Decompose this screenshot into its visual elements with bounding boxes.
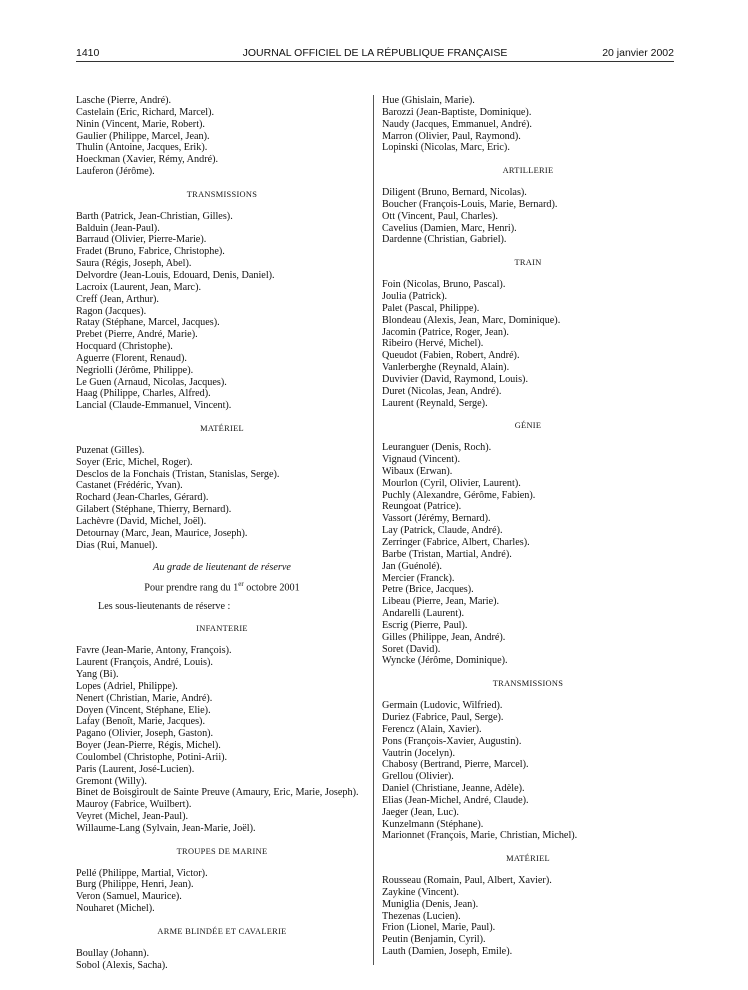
list-item: Laurent (Reynald, Serge).: [382, 397, 488, 409]
list-item: Dias (Rui, Manuel).: [76, 539, 158, 551]
section-title-arme-blindee: ARME BLINDÉE ET CAVALERIE: [157, 927, 287, 937]
column-divider: [373, 95, 374, 965]
list-item: Puchly (Alexandre, Gérôme, Fabien).: [382, 489, 536, 501]
name-list: [76, 645, 368, 835]
list-item: Gremont (Willy).: [76, 775, 147, 787]
list-item: Grellou (Olivier).: [382, 771, 454, 783]
list-item: Duret (Nicolas, Jean, André).: [382, 385, 502, 397]
list-item: Vautrin (Jocelyn).: [382, 747, 455, 759]
name-list: [76, 445, 368, 552]
list-item: Reungoat (Patrice).: [382, 501, 462, 513]
list-item: Muniglia (Denis, Jean).: [382, 898, 479, 910]
list-item: Nouharet (Michel).: [76, 903, 155, 915]
list-item: Boullay (Johann).: [76, 947, 149, 959]
list-item: Blondeau (Alexis, Jean, Marc, Dominique).: [382, 314, 561, 326]
section-title-materiel: MATÉRIEL: [200, 424, 244, 434]
intro-line: Les sous-lieutenants de réserve :: [98, 600, 231, 612]
name-list: [76, 95, 368, 178]
list-item: Mercier (Franck).: [382, 572, 455, 584]
list-item: Petre (Brice, Jacques).: [382, 584, 474, 596]
list-item: Peutin (Benjamin, Cyril).: [382, 934, 486, 946]
list-item: Lay (Patrick, Claude, André).: [382, 525, 503, 537]
list-item: Gilabert (Stéphane, Thierry, Bernard).: [76, 504, 232, 516]
page-header: [76, 43, 674, 63]
list-item: Kunzelmann (Stéphane).: [382, 818, 484, 830]
list-item: Vanlerberghe (Reynald, Alain).: [382, 362, 510, 374]
list-item: Barozzi (Jean-Baptiste, Dominique).: [382, 106, 532, 118]
rank-date-line: [76, 579, 368, 594]
list-item: Soret (David).: [382, 643, 441, 655]
list-item: Gilles (Philippe, Jean, André).: [382, 631, 506, 643]
list-item: Castanet (Frédéric, Yvan).: [76, 480, 183, 492]
list-item: Barbe (Tristan, Martial, André).: [382, 548, 512, 560]
list-item: Binet de Boisgiroult de Sainte Preuve (Amaury, Eric, Marie, Joseph).: [76, 787, 359, 799]
section-title-artillerie: ARTILLERIE: [502, 166, 554, 176]
name-list: [382, 442, 674, 667]
list-item: Lasche (Pierre, André).: [76, 95, 172, 106]
list-item: Saura (Régis, Joseph, Abel).: [76, 258, 192, 270]
list-item: Diligent (Bruno, Bernard, Nicolas).: [382, 187, 527, 199]
list-item: Lauth (Damien, Joseph, Emile).: [382, 946, 513, 958]
list-item: Lacroix (Laurent, Jean, Marc).: [76, 281, 202, 293]
section-title-genie: GÉNIE: [514, 421, 542, 431]
list-item: Nenert (Christian, Marie, André).: [76, 692, 213, 704]
list-item: Ribeiro (Hervé, Michel).: [382, 338, 484, 350]
list-item: Soyer (Eric, Michel, Roger).: [76, 456, 193, 468]
list-item: Libeau (Pierre, Jean, Marie).: [382, 596, 500, 608]
list-item: Cavelius (Damien, Marc, Henri).: [382, 222, 517, 234]
list-item: Negriolli (Jérôme, Philippe).: [76, 364, 194, 376]
list-item: Barraud (Olivier, Pierre-Marie).: [76, 234, 207, 246]
section-title-materiel: MATÉRIEL: [506, 854, 550, 864]
list-item: Mourlon (Cyril, Olivier, Laurent).: [382, 477, 521, 489]
list-item: Haag (Philippe, Charles, Alfred).: [76, 388, 211, 400]
list-item: Delvordre (Jean-Louis, Edouard, Denis, Daniel).: [76, 269, 275, 281]
name-list: [382, 279, 674, 409]
list-item: Marron (Olivier, Paul, Raymond).: [382, 130, 521, 142]
list-item: Veyret (Michel, Jean-Paul).: [76, 811, 189, 823]
list-item: Rousseau (Romain, Paul, Albert, Xavier).: [382, 875, 552, 887]
list-item: Lancial (Claude-Emmanuel, Vincent).: [76, 400, 232, 412]
list-item: Fradet (Bruno, Fabrice, Christophe).: [76, 246, 225, 258]
list-item: Wibaux (Erwan).: [382, 465, 453, 477]
list-item: Marionnet (François, Marie, Christian, Michel).: [382, 830, 578, 842]
list-item: Thulin (Antoine, Jacques, Erik).: [76, 142, 208, 154]
list-item: Dardenne (Christian, Gabriel).: [382, 234, 507, 246]
list-item: Pagano (Olivier, Joseph, Gaston).: [76, 728, 214, 740]
list-item: Leuranguer (Denis, Roch).: [382, 442, 492, 454]
name-list: [76, 211, 368, 412]
list-item: Foin (Nicolas, Bruno, Pascal).: [382, 279, 506, 291]
list-item: Hue (Ghislain, Marie).: [382, 95, 475, 106]
section-title-infanterie: INFANTERIE: [196, 624, 248, 634]
list-item: Gaulier (Philippe, Marcel, Jean).: [76, 130, 210, 142]
list-item: Paris (Laurent, José-Lucien).: [76, 763, 195, 775]
list-item: Lachèvre (David, Michel, Joël).: [76, 516, 207, 527]
list-item: Jacomin (Patrice, Roger, Jean).: [382, 326, 509, 338]
list-item: Queudot (Fabien, Robert, André).: [382, 350, 520, 362]
list-item: Rochard (Jean-Charles, Gérard).: [76, 492, 209, 504]
list-item: Lauferon (Jérôme).: [76, 166, 155, 178]
list-item: Yang (Bi).: [76, 668, 119, 680]
section-title-transmissions: TRANSMISSIONS: [186, 189, 258, 199]
list-item: Jaeger (Jean, Luc).: [382, 806, 459, 818]
list-item: Palet (Pascal, Philippe).: [382, 302, 480, 314]
list-item: Balduin (Jean-Paul).: [76, 222, 160, 234]
list-item: Doyen (Vincent, Stéphane, Elie).: [76, 704, 211, 716]
list-item: Zerringer (Fabrice, Albert, Charles).: [382, 537, 530, 548]
list-item: Coulombel (Christophe, Potini-Arii).: [76, 751, 228, 763]
list-item: Willaume-Lang (Sylvain, Jean-Marie, Joël).: [76, 822, 256, 834]
right-column: [382, 95, 674, 958]
issue-date: 20 janvier 2002: [602, 47, 674, 59]
list-item: Ott (Vincent, Paul, Charles).: [382, 210, 498, 222]
list-item: Ferencz (Alain, Xavier).: [382, 723, 482, 735]
list-item: Prebet (Pierre, André, Marie).: [76, 329, 198, 341]
rank-prefix: Pour prendre rang du 1: [144, 582, 239, 594]
list-item: Jan (Guénolé).: [382, 560, 442, 572]
list-item: Boucher (François-Louis, Marie, Bernard).: [382, 198, 558, 210]
list-item: Duvivier (David, Raymond, Louis).: [382, 373, 528, 385]
list-item: Hocquard (Christophe).: [76, 341, 173, 353]
list-item: Aguerre (Florent, Renaud).: [76, 352, 187, 364]
name-list: [382, 700, 674, 842]
list-item: Duriez (Fabrice, Paul, Serge).: [382, 711, 504, 723]
list-item: Ninin (Vincent, Marie, Robert).: [76, 118, 205, 130]
section-title-train: TRAIN: [514, 258, 542, 268]
list-item: Pons (François-Xavier, Augustin).: [382, 735, 522, 747]
list-item: Detournay (Marc, Jean, Maurice, Joseph).: [76, 527, 248, 539]
name-list: [382, 95, 674, 154]
list-item: Pellé (Philippe, Martial, Victor).: [76, 867, 208, 879]
list-item: Le Guen (Arnaud, Nicolas, Jacques).: [76, 376, 227, 388]
section-title-transmissions: TRANSMISSIONS: [492, 679, 564, 689]
list-item: Joulia (Patrick).: [382, 290, 448, 302]
list-item: Laurent (François, André, Louis).: [76, 657, 213, 669]
list-item: Frion (Lionel, Marie, Paul).: [382, 922, 496, 934]
list-item: Lopes (Adriel, Philippe).: [76, 680, 178, 692]
list-item: Castelain (Eric, Richard, Marcel).: [76, 106, 215, 118]
name-list: [76, 868, 368, 915]
left-column: [76, 95, 368, 972]
rank-suffix: octobre 2001: [243, 582, 300, 594]
list-item: Creff (Jean, Arthur).: [76, 293, 159, 305]
page-number: 1410: [76, 47, 100, 59]
list-item: Mauroy (Fabrice, Wuilbert).: [76, 799, 192, 811]
list-item: Favre (Jean-Marie, Antony, François).: [76, 645, 232, 657]
list-item: Lafay (Benoît, Marie, Jacques).: [76, 716, 205, 728]
header-rule: [76, 61, 674, 62]
list-item: Hoeckman (Xavier, Rémy, André).: [76, 154, 219, 166]
list-item: Puzenat (Gilles).: [76, 444, 145, 456]
list-item: Boyer (Jean-Pierre, Régis, Michel).: [76, 740, 221, 752]
journal-title: JOURNAL OFFICIEL DE LA RÉPUBLIQUE FRANÇAISE: [242, 47, 508, 59]
list-item: Andarelli (Laurent).: [382, 608, 465, 620]
list-item: Barth (Patrick, Jean-Christian, Gilles).: [76, 210, 233, 222]
name-list: [382, 875, 674, 958]
list-item: Daniel (Christiane, Jeanne, Adèle).: [382, 783, 525, 795]
rank-superscript: er: [238, 580, 244, 589]
list-item: Vassort (Jérémy, Bernard).: [382, 513, 491, 525]
list-item: Ragon (Jacques).: [76, 305, 147, 317]
list-item: Ratay (Stéphane, Marcel, Jacques).: [76, 317, 220, 329]
list-item: Burg (Philippe, Henri, Jean).: [76, 879, 194, 891]
grade-heading: Au grade de lieutenant de réserve: [153, 561, 291, 573]
list-item: Lopinski (Nicolas, Marc, Eric).: [382, 142, 510, 154]
list-item: Veron (Samuel, Maurice).: [76, 891, 182, 903]
list-item: Vignaud (Vincent).: [382, 454, 460, 466]
name-list: [382, 187, 674, 246]
list-item: Chabosy (Bertrand, Pierre, Marcel).: [382, 759, 529, 771]
list-item: Germain (Ludovic, Wilfried).: [382, 700, 503, 712]
list-item: Wyncke (Jérôme, Dominique).: [382, 655, 508, 667]
list-item: Escrig (Pierre, Paul).: [382, 619, 468, 631]
list-item: Thezenas (Lucien).: [382, 910, 461, 922]
list-item: Naudy (Jacques, Emmanuel, André).: [382, 118, 532, 130]
list-item: Elias (Jean-Michel, André, Claude).: [382, 794, 529, 806]
list-item: Sobol (Alexis, Sacha).: [76, 959, 168, 971]
name-list: [76, 948, 368, 972]
section-title-troupes-de-marine: TROUPES DE MARINE: [176, 846, 268, 856]
list-item: Desclos de la Fonchais (Tristan, Stanislas, Serge).: [76, 468, 280, 480]
list-item: Zaykine (Vincent).: [382, 886, 459, 898]
